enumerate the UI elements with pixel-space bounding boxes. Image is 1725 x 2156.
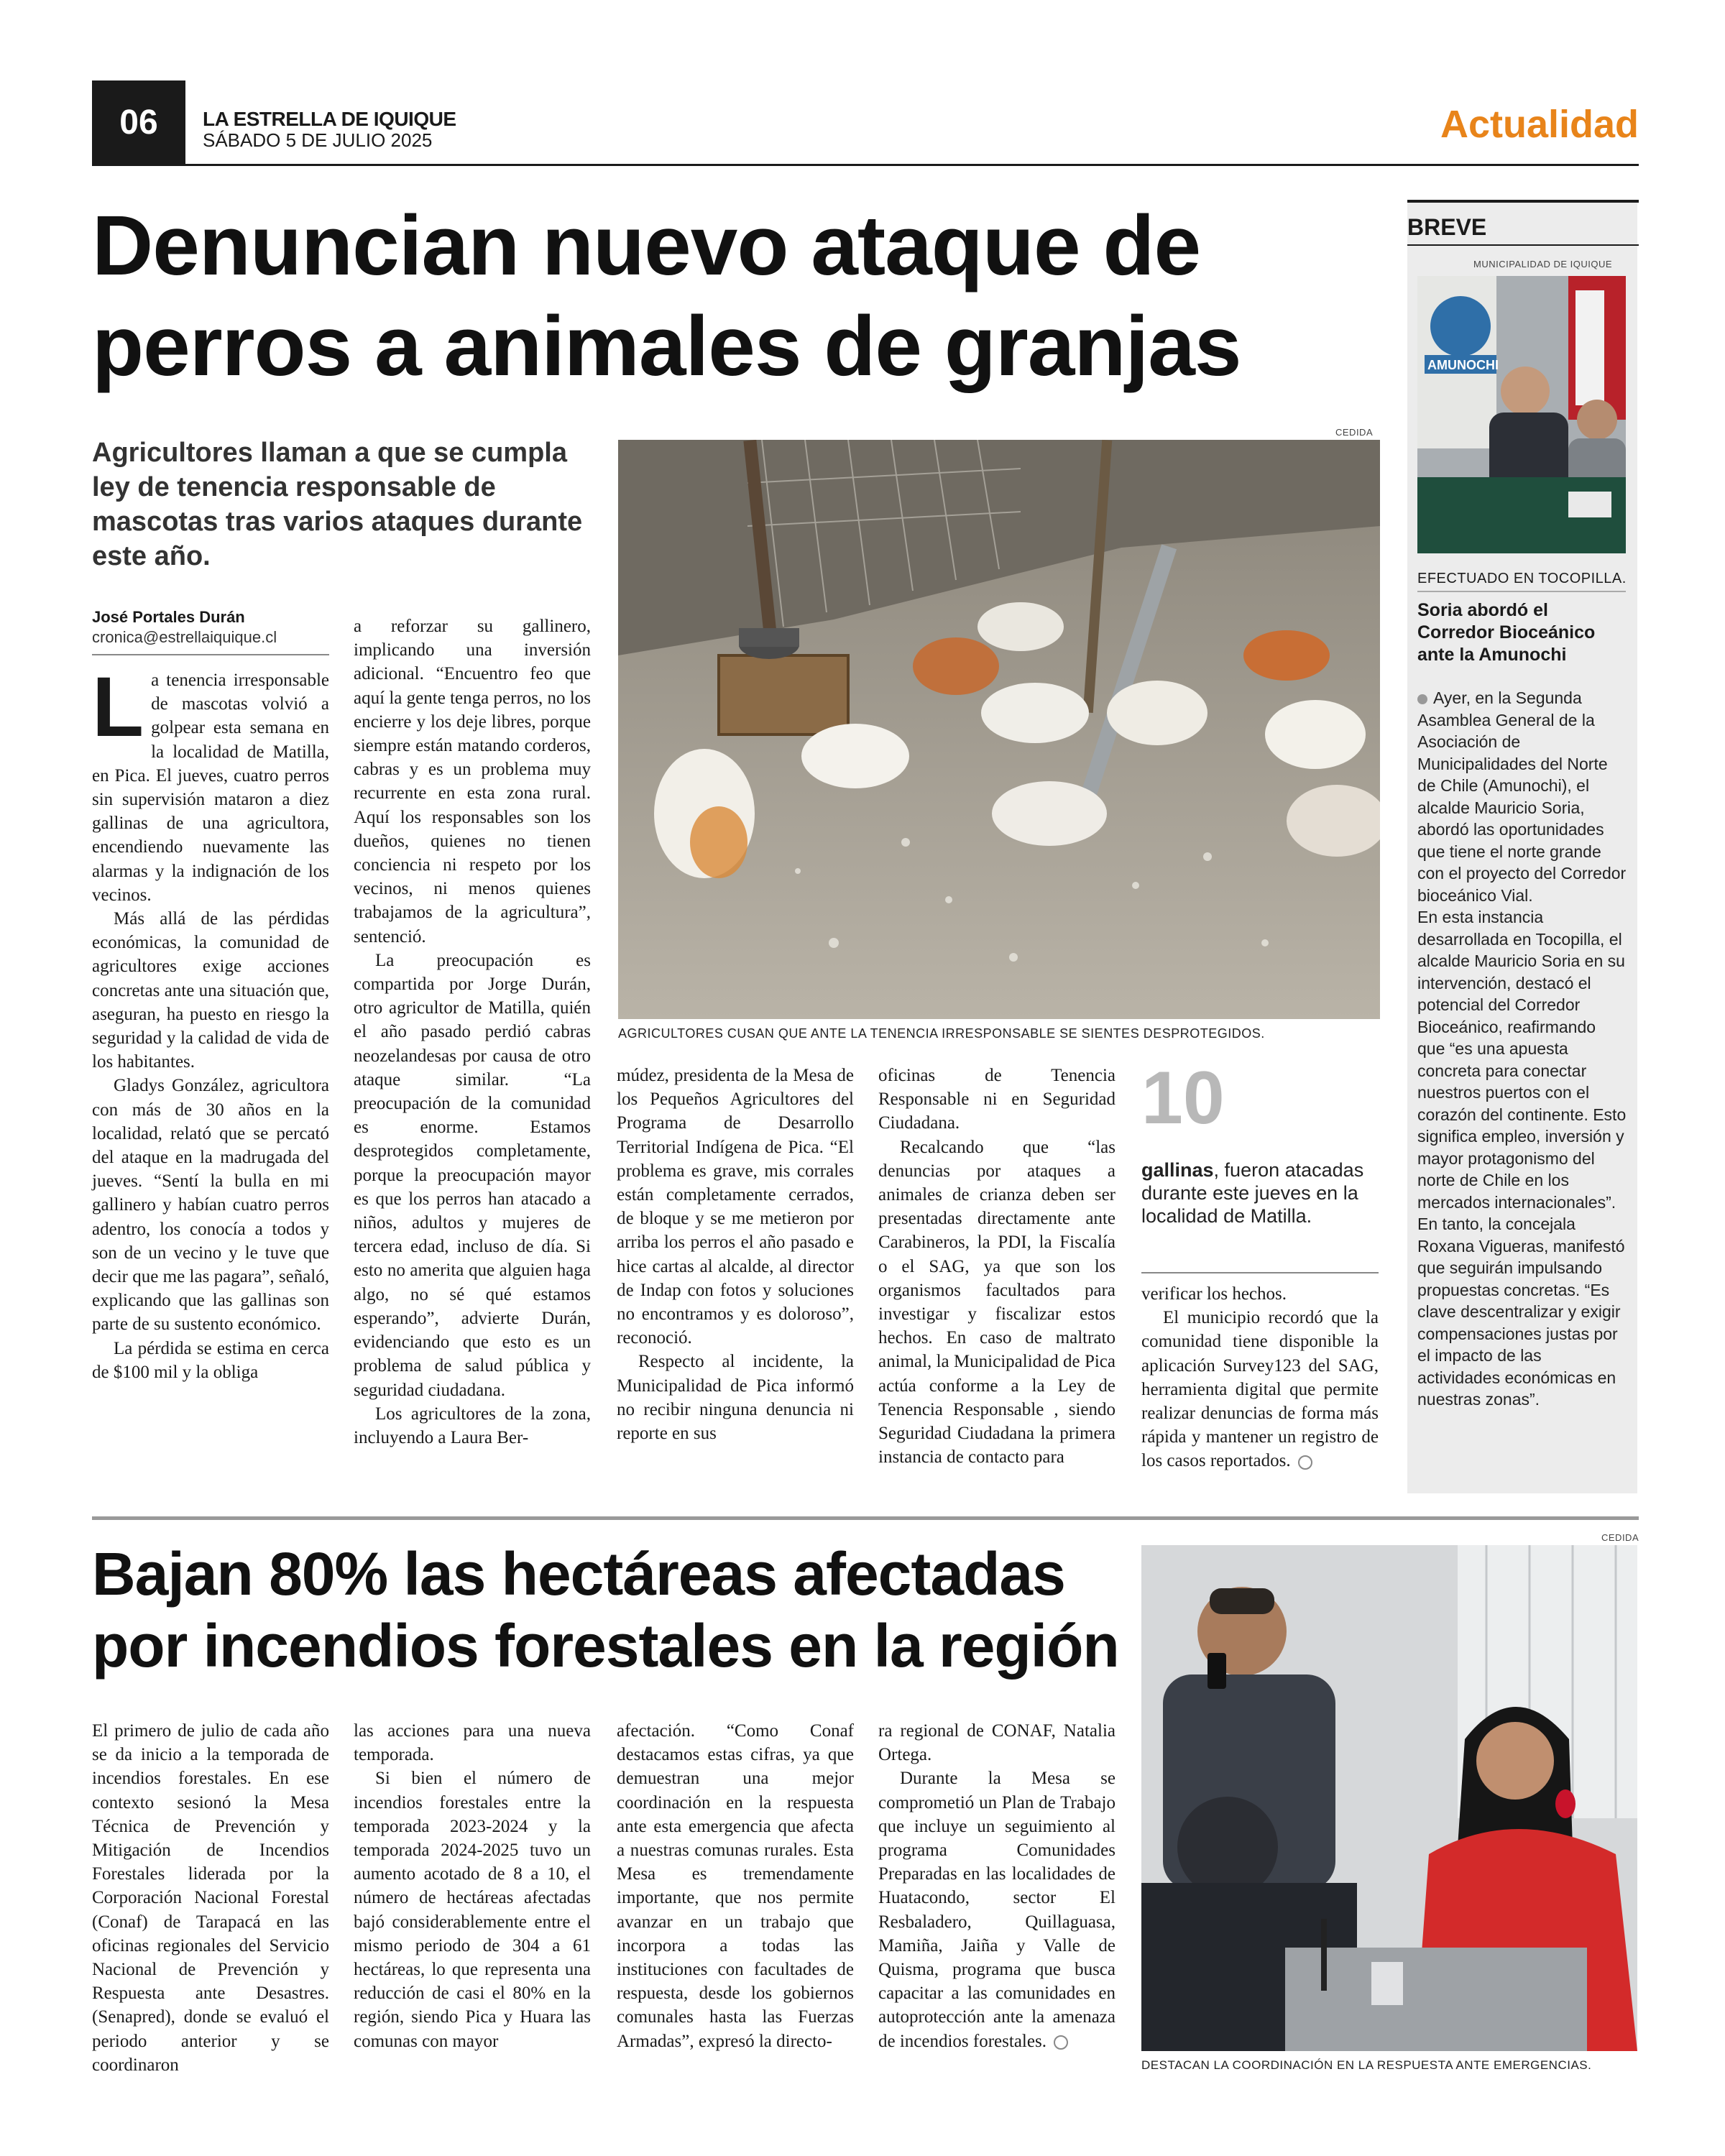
article2-column-3: afectación. “Como Conaf destacamos estas cifras, ya que demuestran una mejor coordinación en la respuesta ante esta emergencia que afecta a nuestras comunas rurales. Esta Mesa es tremendamente importante, que nos permite avanzar en un trabajo que incorpora a todas las instituciones con facultades de respuesta, desde los gobiernos comunales hasta las Fuerzas Armadas”, expresó la directo- bbox=[617, 1721, 854, 2051]
chickens-photo-illustration bbox=[618, 440, 1380, 1019]
article1-photo-credit: CEDIDA bbox=[1335, 427, 1374, 438]
breve-kicker-rule bbox=[1417, 591, 1626, 592]
banner-text: AMUNOCHI bbox=[1427, 358, 1499, 372]
article2-photo-caption: DESTACAN LA COORDINACIÓN EN LA RESPUESTA ANTE EMERGENCIAS. bbox=[1141, 2058, 1592, 2072]
end-mark-icon bbox=[1298, 1455, 1312, 1470]
section-label: Actualidad bbox=[1440, 103, 1639, 146]
breve-headline: Soria abordó el Corredor Bioceánico ante la Amunochi bbox=[1417, 600, 1596, 665]
factbox-number: 10 bbox=[1141, 1056, 1225, 1140]
breve-photo-credit: MUNICIPALIDAD DE IQUIQUE bbox=[1473, 259, 1613, 270]
article2-photo-credit: CEDIDA bbox=[1601, 1532, 1639, 1543]
article1-email: cronica@estrellaiquique.cl bbox=[92, 628, 277, 646]
bullet-icon bbox=[1417, 694, 1427, 704]
publication-date: SÁBADO 5 DE JULIO 2025 bbox=[203, 129, 433, 151]
article1-column-4: oficinas de Tenencia Responsable ni en Seguridad Ciudadana. Recalcando que “las denuncias por ataques a animales de crianza deben ser presentadas directamente ante Carabineros, la PDI, la Fiscalía o el SAG, ya que son los organismos facultados para investigar y fiscalizar estos hechos. En caso de maltrato animal, la Municipalidad de Pica actúa conforme a la Ley de Tenencia Responsable , siendo Seguridad Ciudadana la primera instancia de contacto para bbox=[878, 1066, 1116, 1468]
breve-top-rule bbox=[1407, 200, 1639, 203]
breve-photo-illustration bbox=[1417, 276, 1626, 553]
article1-headline: Denuncian nuevo ataque de perros a animales de granjas bbox=[92, 198, 1241, 394]
meeting-photo bbox=[1141, 1545, 1637, 2051]
end-mark-icon bbox=[1054, 2035, 1068, 2050]
page-number: 06 bbox=[119, 103, 158, 142]
article1-column-5: verificar los hechos. El municipio recordó que la comunidad tiene disponible la aplicación Survey123 del SAG, herramienta digital que permite realizar denuncias de forma más rápida y mantener un registro de los casos reportados. bbox=[1141, 1284, 1379, 1471]
article1-subtitle: Agricultores llaman a que se cumpla ley de tenencia responsable de mascotas tras varios ataques durante este año. bbox=[92, 438, 583, 571]
factbox-rule bbox=[1141, 1272, 1379, 1273]
article2-column-4: ra regional de CONAF, Natalia Ortega. Durante la Mesa se comprometió un Plan de Trabajo que incluye un seguimiento al programa Comunidades Preparadas en las localidades de Huatacondo, sector El Resbaladero, Quillaguasa, Mamiña, Jaiña y Valle de Quisma, programa que busca capacitar a las comunidades en autoprotección ante la amenaza de incendios forestales. bbox=[878, 1721, 1116, 2051]
author-rule bbox=[92, 654, 329, 655]
article1-column-2: a reforzar su gallinero, implicando una inversión adicional. “Encuentro feo que aquí la gente tenga perros, no los encierre y los deje libres, porque siempre están matando corderos, cabras y es un problema muy recurrente en esta zona rural. Aquí los responsables son los dueños, quienes no tienen conciencia ni respeto por los vecinos, ni menos quienes trabajamos de la agricultura”, sentenció. La preocupación es compartida por Jorge Durán, otro agricultor de Matilla, quién el año pasado perdió cabras neozelandesas por causa de otro ataque similar. “La preocupación de la comunidad es enorme. Estamos desprotegidos completamente, porque la preocupación mayor es que los perros han atacado a niños, adultos y mujeres de tercera edad, incluso de día. Si esto no amerita que alguien haga algo, no sé qué estamos esperando”, advierte Durán, evidenciando que esto es un problema de salud pública y seguridad ciudadana. Los agricultores de la zona, incluyendo a Laura Ber- bbox=[354, 617, 591, 1447]
dropcap: L bbox=[92, 660, 144, 755]
article1-photo-caption: AGRICULTORES CUSAN QUE ANTE LA TENENCIA IRRESPONSABLE SE SIENTES DESPROTEGIDOS. bbox=[618, 1026, 1265, 1041]
meeting-photo-illustration bbox=[1141, 1545, 1637, 2051]
article2-headline: Bajan 80% las hectáreas afectadas por incendios forestales en la región bbox=[92, 1540, 1119, 1680]
breve-photo bbox=[1417, 276, 1626, 553]
article1-column-1: La tenencia irresponsable de mascotas volvió a golpear esta semana en la localidad de Matilla, en Pica. El jueves, cuatro perros sin supervisión mataron a diez gallinas de una agricultora, encendiendo nuevamente las alarmas y la indignación de los vecinos. Más allá de las pérdidas económicas, la comunidad de agricultores exige acciones concretas ante una situación que, aseguran, ha puesto en riesgo la seguridad y la calidad de vida de los habitantes. Gladys González, agricultora con más de 30 años en la localidad, relató que se percató del ataque en la madrugada del jueves. “Sentí la bulla en mi gallinero y habían cuatro perros adentro, los conocía a todos y son de un vecino y le tuve que decir que me las pagara”, señaló, explicando que las gallinas son parte de su sustento económico. La pérdida se estima en cerca de $100 mil y la obliga bbox=[92, 660, 329, 1382]
article1-author: José Portales Durán bbox=[92, 608, 245, 626]
breve-label: BREVE bbox=[1407, 214, 1487, 240]
factbox-text: gallinas, fueron atacadas durante este jueves en la localidad de Matilla. bbox=[1141, 1159, 1364, 1227]
article2-column-2: las acciones para una nueva temporada. Si bien el número de incendios forestales entre la temporada 2023-2024 y la temporada 2024-2025 tuvo un aumento acotado de 8 a 10, el número de hectáreas afectadas bajó considerablemente entre el mismo periodo de 304 a 61 hectáreas, lo que representa una reducción de casi el 80% en la región, siendo Pica y Huara las comunas con mayor bbox=[354, 1721, 591, 2051]
chickens-photo bbox=[618, 440, 1380, 1019]
section-divider bbox=[92, 1516, 1639, 1520]
article1-column-3: múdez, presidenta de la Mesa de los Pequeños Agricultores del Programa de Desarrollo Territorial Indígena de Pica. “El problema es grave, mis corrales están completamente cerrados, de bloque y se me metieron por arriba los perros el año pasado e hice cartas al alcalde, al director de Indap con fotos y soluciones no encontramos y es doloroso”, reconoció. Respecto al incidente, la Municipalidad de Pica informó no recibir ninguna denuncia ni reporte en sus bbox=[617, 1066, 854, 1444]
publication-name: LA ESTRELLA DE IQUIQUE bbox=[203, 108, 456, 130]
breve-kicker: EFECTUADO EN TOCOPILLA. bbox=[1417, 571, 1627, 586]
breve-label-rule bbox=[1407, 244, 1639, 246]
breve-body: Ayer, en la Segunda Asamblea General de la Asociación de Municipalidades del Norte de Chile (Amunochi), el alcalde Mauricio Soria, abordó las oportunidades que tiene el norte grande con el proyecto del Corredor bioceánico Vial. En esta instancia desarrollada en Tocopilla, el alcalde Mauricio Soria en su intervención, destacó el potencial del Corredor Bioceánico, reafirmando que “es una apuesta concreta para conectar nuestros puertos con el corazón del continente. Esto significa empleo, inversión y mayor protagonismo del norte de Chile en los mercados internacionales”. En tanto, la concejala Roxana Vigueras, manifestó que seguirán impulsando propuestas concretas. “Es clave descentralizar y exigir compensaciones justas por el impacto de las actividades económicas en nuestras zonas”. bbox=[1417, 688, 1627, 1409]
header-rule bbox=[92, 164, 1639, 166]
page-number-box bbox=[92, 80, 185, 164]
article2-column-1: El primero de julio de cada año se da inicio a la temporada de incendios forestales. En ese contexto sesionó la Mesa Técnica de Prevención y Mitigación de Incendios Forestales liderada por la Corporación Nacional Forestal (Conaf) de Tarapacá en las oficinas regionales del Servicio Nacional de Prevención y Respuesta ante Desastres. (Senapred), donde se evaluó el periodo anterior y se coordinaron bbox=[92, 1721, 329, 2075]
